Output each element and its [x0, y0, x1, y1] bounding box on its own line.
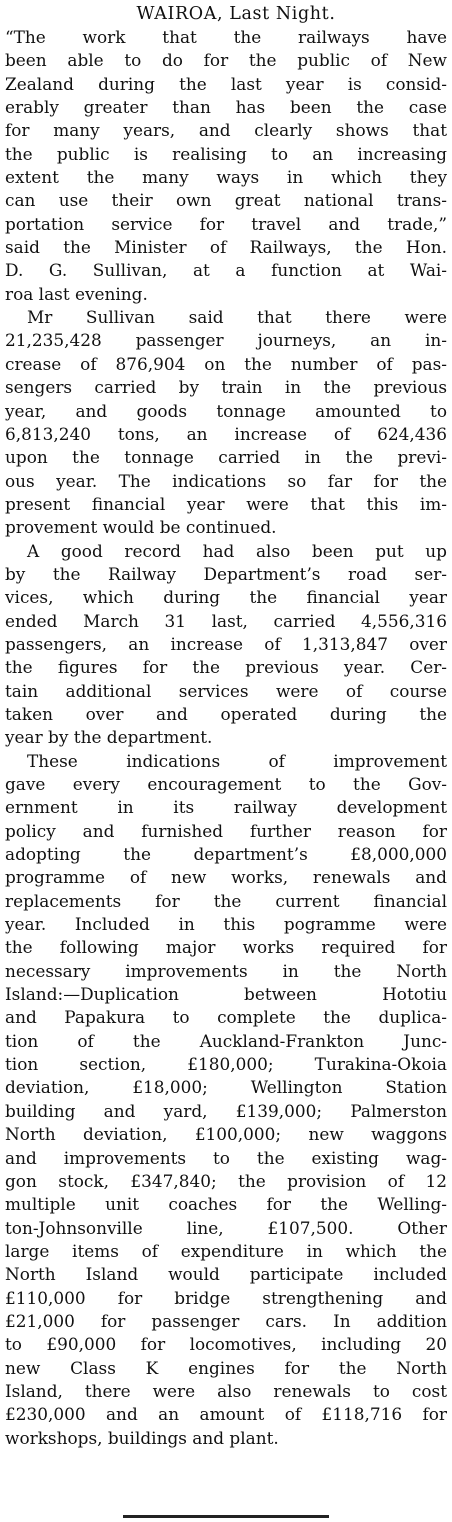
text-line: A good record had also been put up — [27, 540, 447, 561]
text-line: extent the many ways in which they — [5, 167, 447, 188]
text-line: Mr Sullivan said that there were — [27, 307, 447, 328]
text-line: workshops, buildings and plant. — [5, 1427, 279, 1448]
text-line: crease of 876,904 on the number of pas- — [5, 353, 447, 374]
text-line: building and yard, £139,000; Palmerston — [5, 1100, 447, 1121]
text-line: roa last evening. — [5, 283, 148, 304]
text-line: by the Railway Department’s road ser- — [5, 563, 447, 584]
text-line: gon stock, £347,840; the provision of 12 — [5, 1170, 447, 1191]
article-column — [5, 2, 447, 1450]
text-line: present financial year were that this im- — [5, 493, 447, 514]
text-line: upon the tonnage carried in the previ- — [5, 447, 447, 468]
text-line: 21,235,428 passenger journeys, an in- — [5, 330, 447, 351]
text-line: D. G. Sullivan, at a function at Wai- — [5, 260, 447, 281]
end-rule — [123, 1515, 329, 1518]
text-line: ernment in its railway development — [5, 797, 447, 818]
text-line: the following major works required for — [5, 937, 447, 958]
text-line: Island, there were also renewals to cost — [5, 1380, 447, 1401]
text-line: deviation, £18,000; Wellington Station — [5, 1077, 447, 1098]
text-line: programme of new works, renewals and — [5, 867, 447, 888]
text-line: and improvements to the existing wag- — [5, 1147, 447, 1168]
text-line: policy and furnished further reason for — [5, 820, 447, 841]
text-line: necessary improvements in the North — [5, 960, 447, 981]
text-line: ended March 31 last, carried 4,556,316 — [5, 610, 447, 631]
paragraph-3 — [5, 540, 447, 750]
text-line: 6,813,240 tons, an increase of 624,436 — [5, 423, 447, 444]
text-line: Zealand during the last year is consid- — [5, 73, 447, 94]
article-body — [5, 26, 447, 1450]
text-line: “The work that the railways have — [5, 27, 447, 47]
text-line: for many years, and clearly shows that — [5, 120, 447, 141]
text-line: £230,000 and an amount of £118,716 for — [5, 1404, 447, 1425]
text-line: to £90,000 for locomotives, including 20 — [5, 1334, 447, 1355]
text-line: the figures for the previous year. Cer- — [5, 657, 447, 678]
paragraph-4 — [5, 750, 447, 1450]
text-line: and Papakura to complete the duplica- — [5, 1007, 447, 1028]
text-line: gave every encouragement to the Gov- — [5, 774, 447, 794]
text-line: tain additional services were of course — [5, 680, 447, 701]
text-line: year. Included in this pogramme were — [5, 914, 447, 935]
text-line: taken over and operated during the — [5, 703, 447, 724]
text-line: the public is realising to an increasing — [5, 143, 447, 164]
text-line: North deviation, £100,000; new waggons — [5, 1124, 447, 1145]
text-line: North Island would participate included — [5, 1264, 447, 1285]
text-line: adopting the department’s £8,000,000 — [5, 844, 447, 865]
text-line: been able to do for the public of New — [5, 50, 447, 71]
text-line: portation service for travel and trade,” — [5, 213, 447, 234]
text-line: These indications of improvement — [27, 750, 447, 771]
text-line: year, and goods tonnage amounted to — [5, 400, 447, 421]
text-line: large items of expenditure in which the — [5, 1240, 447, 1261]
text-line: multiple unit coaches for the Welling- — [5, 1194, 447, 1215]
text-line: Island:—Duplication between Hototiu — [5, 984, 447, 1005]
paragraph-2 — [5, 306, 447, 539]
text-line: ton-Johnsonville line, £107,500. Other — [5, 1217, 447, 1238]
text-line: passengers, an increase of 1,313,847 over — [5, 633, 447, 654]
text-line: replacements for the current financial — [5, 890, 447, 911]
text-line: year by the department. — [5, 727, 213, 748]
text-line: erably greater than has been the case — [5, 97, 447, 118]
text-line: sengers carried by train in the previous — [5, 377, 447, 398]
text-line: can use their own great national trans- — [5, 190, 447, 211]
text-line: tion of the Auckland-Frankton Junc- — [5, 1030, 447, 1051]
text-line: £110,000 for bridge strengthening and — [5, 1287, 447, 1308]
dateline: WAIROA, Last Night. — [136, 4, 336, 24]
text-line: provement would be continued. — [5, 517, 277, 538]
text-line: £21,000 for passenger cars. In addition — [5, 1310, 447, 1331]
text-line: new Class K engines for the North — [5, 1357, 447, 1378]
text-line: tion section, £180,000; Turakina-Okoia — [5, 1054, 447, 1075]
text-line: said the Minister of Railways, the Hon. — [5, 237, 447, 258]
text-line: ous year. The indications so far for the — [5, 470, 447, 491]
text-line: vices, which during the financial year — [5, 587, 447, 608]
paragraph-1 — [5, 26, 447, 306]
